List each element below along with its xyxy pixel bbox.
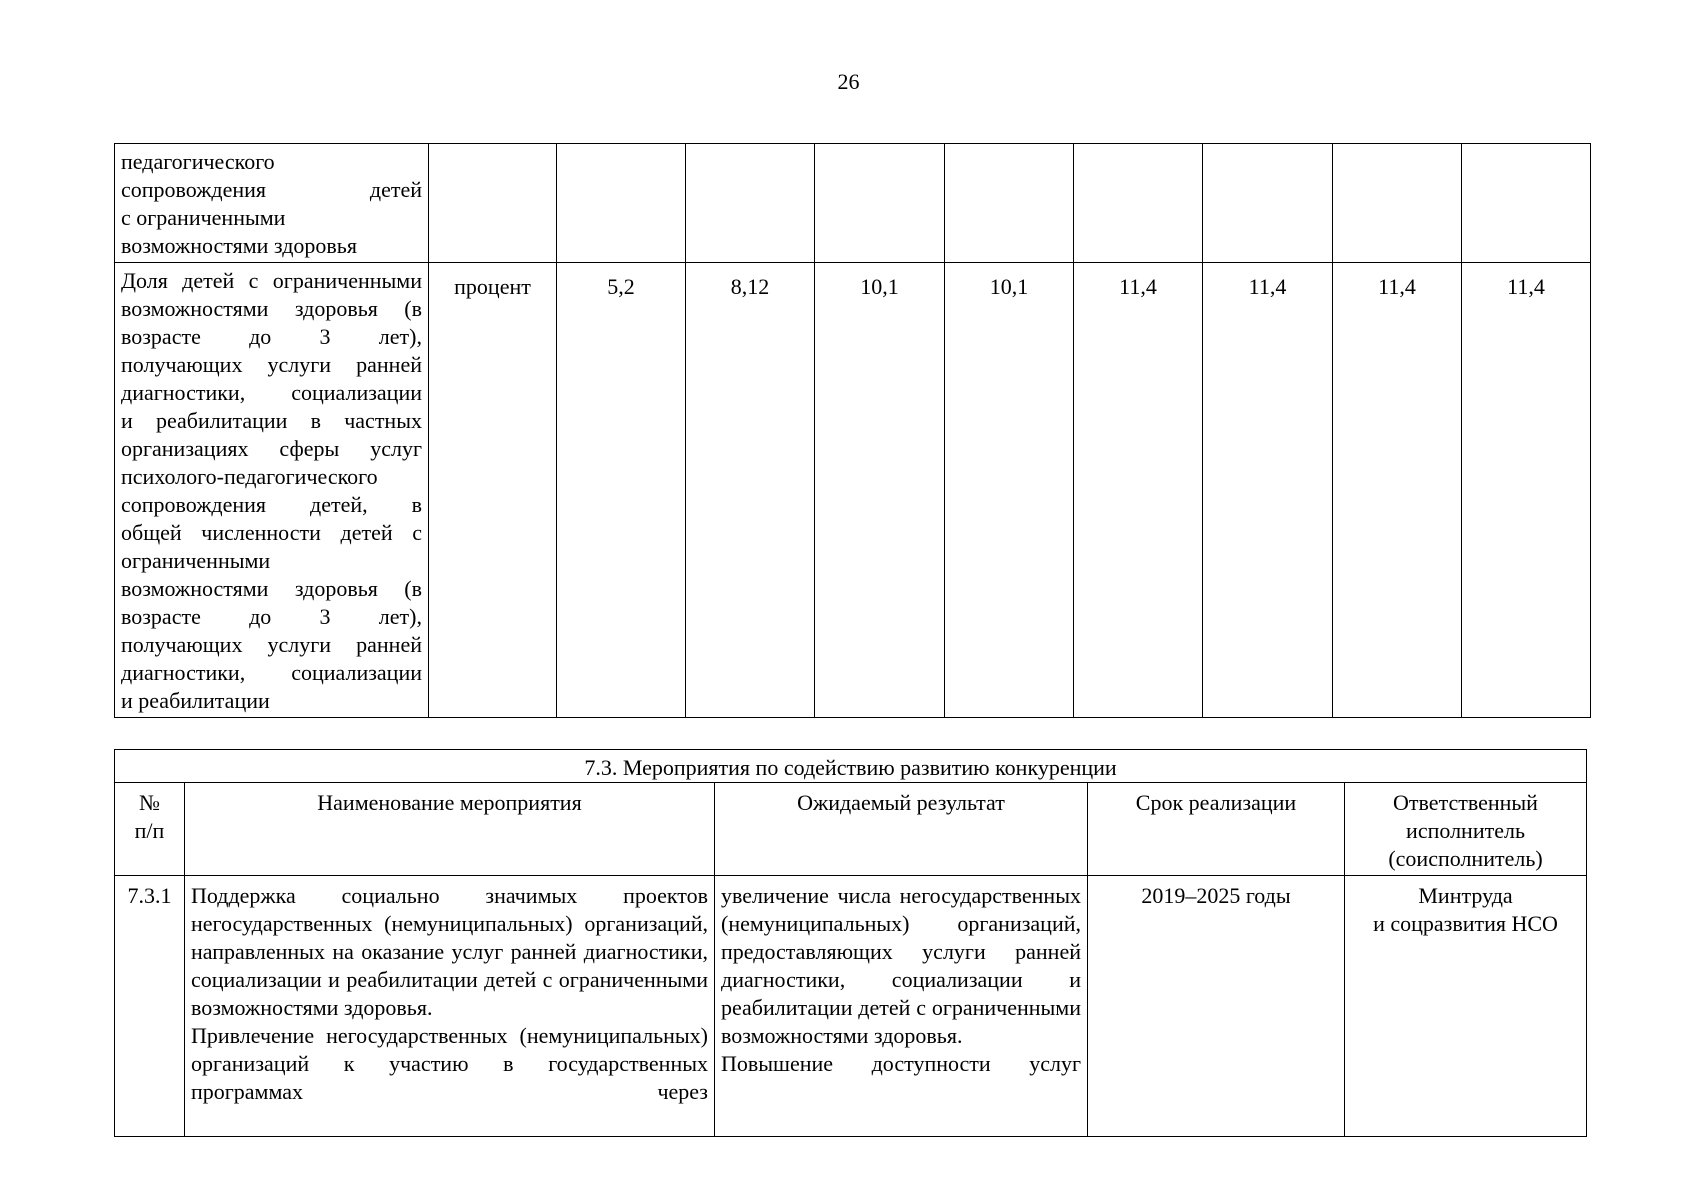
row-responsible-line: Минтруда [1418, 883, 1513, 908]
indicator-name-line: получающих услуги ранней [121, 632, 422, 657]
indicator-value-cell [1074, 144, 1203, 263]
indicator-value-cell: 10,1 [815, 263, 945, 718]
indicator-name-line: педагогического [121, 149, 275, 174]
indicator-value-cell: 11,4 [1333, 263, 1462, 718]
indicator-name-line: диагностики, социализации [121, 660, 422, 685]
row-responsible-line: и соцразвития НСО [1373, 911, 1558, 936]
indicator-value-cell: 8,12 [686, 263, 815, 718]
row-result-paragraph: увеличение числа негосударственных (немуниципальных) организаций, предоставляющих услуги ранней диагностики, социализации и реабилитации детей с ограниченными возможностями здоровья. [721, 883, 1081, 1048]
indicator-name-line: сопровождения детей, в [121, 492, 422, 517]
table-row [115, 876, 1587, 1137]
row-result [715, 876, 1088, 1137]
row-name-paragraph: Поддержка социально значимых проектов негосударственных (немуниципальных) организаций, направленных на оказание услуг ранней диагностики, социализации и реабилитации детей с ограниченными возможностями здоровья. [191, 883, 708, 1020]
indicator-value-cell: 11,4 [1203, 263, 1333, 718]
row-num: 7.3.1 [115, 876, 185, 1137]
indicator-value-cell: 10,1 [945, 263, 1074, 718]
indicator-name-line: ограниченными [121, 548, 271, 573]
row-result-paragraph: Повышение доступности услуг [721, 1051, 1081, 1076]
indicator-name-line: психолого-педагогического [121, 464, 378, 489]
indicator-unit-cell: процент [429, 263, 557, 718]
header-result: Ожидаемый результат [715, 783, 1088, 876]
row-name-paragraph: Привлечение негосударственных (немуниципальных) организаций к участию в государственных программах через [191, 1023, 708, 1104]
row-name [185, 876, 715, 1137]
indicator-name-line: общей численности детей с [121, 520, 422, 545]
indicator-name-line: возможностями здоровья (в [121, 576, 422, 601]
indicator-name-line: возможностями здоровья (в [121, 296, 422, 321]
indicators-table [114, 143, 1591, 718]
header-name: Наименование мероприятия [185, 783, 715, 876]
indicator-name-cell [115, 144, 429, 263]
indicator-name-line: сопровождения детей [121, 177, 422, 202]
indicator-name-cell [115, 263, 429, 718]
indicator-name-line: диагностики, социализации [121, 380, 422, 405]
indicator-name-line: возможностями здоровья [121, 233, 357, 258]
row-responsible [1345, 876, 1587, 1137]
indicator-value-cell: 5,2 [557, 263, 686, 718]
header-responsible: Ответственный исполнитель (соисполнитель) [1345, 783, 1587, 876]
section-title-row [115, 750, 1587, 783]
indicator-unit-cell [429, 144, 557, 263]
indicator-value-cell [815, 144, 945, 263]
header-num: № п/п [115, 783, 185, 876]
measures-table [114, 749, 1587, 1137]
indicator-name-line: с ограниченными [121, 205, 286, 230]
indicator-value-cell [1462, 144, 1591, 263]
indicator-value-cell [686, 144, 815, 263]
header-row [115, 783, 1587, 876]
indicator-value-cell [1333, 144, 1462, 263]
indicator-name-line: и реабилитации в частных [121, 408, 422, 433]
indicator-row [115, 144, 1591, 263]
indicator-value-cell: 11,4 [1462, 263, 1591, 718]
indicator-name-line: получающих услуги ранней [121, 352, 422, 377]
indicator-name-line: возрасте до 3 лет), [121, 604, 422, 629]
indicator-value-cell: 11,4 [1074, 263, 1203, 718]
header-term: Срок реализации [1088, 783, 1345, 876]
indicator-value-cell [557, 144, 686, 263]
indicator-row [115, 263, 1591, 718]
indicator-value-cell [945, 144, 1074, 263]
indicator-name-line: возрасте до 3 лет), [121, 324, 422, 349]
indicator-name-line: и реабилитации [121, 688, 270, 713]
indicator-value-cell [1203, 144, 1333, 263]
indicator-name-line: Доля детей с ограниченными [121, 268, 422, 293]
indicator-name-line: организациях сферы услуг [121, 436, 422, 461]
row-term: 2019–2025 годы [1088, 876, 1345, 1137]
page-number: 26 [837, 69, 860, 94]
section-title: 7.3. Мероприятия по содействию развитию конкуренции [115, 750, 1587, 783]
